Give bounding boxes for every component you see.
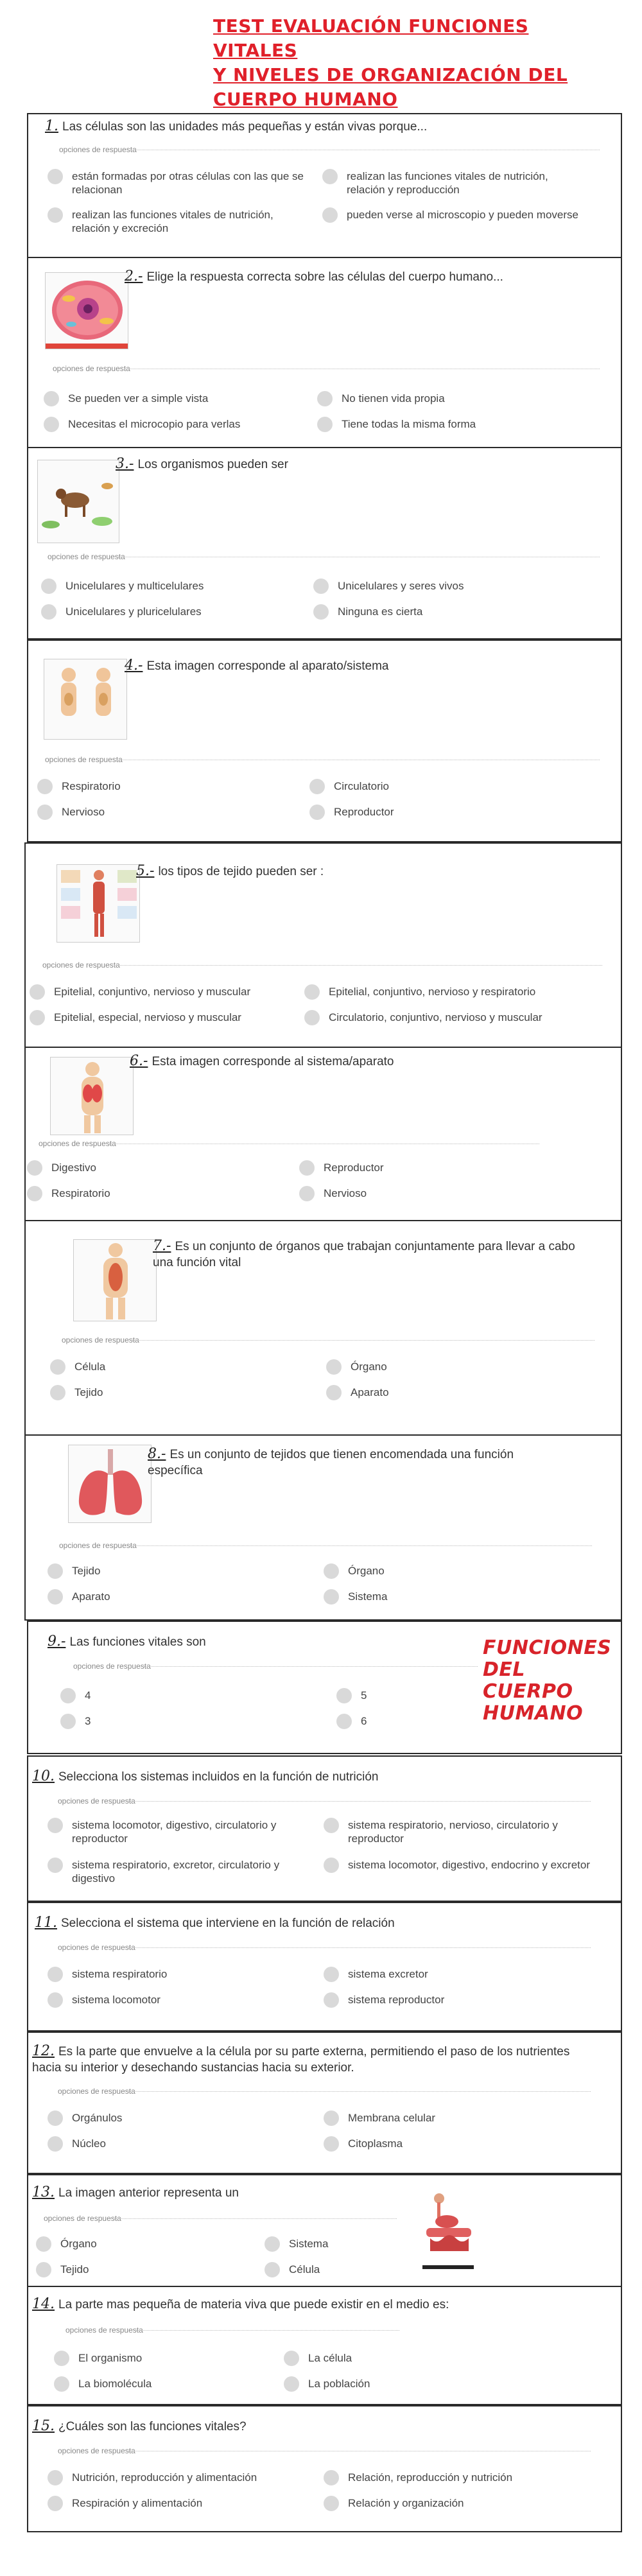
question-number: 10. xyxy=(32,1768,55,1784)
question-text: Es la parte que envuelve a la célula por su parte externa, permitiendo el paso de los nutrientes hacia su interior y desechando sustancias hacia su exterior. xyxy=(32,2045,570,2075)
option-label: Necesitas el microcopio para verlas xyxy=(68,418,241,430)
digestive-image xyxy=(407,2189,490,2273)
radio-button[interactable] xyxy=(324,2496,339,2511)
radio-button[interactable] xyxy=(284,2376,299,2392)
option-label: La célula xyxy=(308,2352,352,2364)
options-label: opciones de respuesta xyxy=(58,1797,135,1806)
radio-button[interactable] xyxy=(284,2351,299,2366)
radio-button[interactable] xyxy=(48,207,63,223)
title-line-3: CUERPO HUMANO xyxy=(213,89,398,110)
option[interactable] xyxy=(309,805,566,820)
option-label: 3 xyxy=(85,1715,91,1727)
question-number: 6.- xyxy=(130,1053,148,1069)
option-label: Sistema xyxy=(348,1590,388,1603)
option[interactable] xyxy=(50,1386,307,1400)
question-text: La imagen anterior representa un xyxy=(58,2186,239,2200)
option-label: 5 xyxy=(361,1689,367,1701)
options-label: opciones de respuesta xyxy=(65,2326,143,2335)
option-label: Célula xyxy=(74,1361,106,1373)
option[interactable] xyxy=(48,2471,311,2485)
question-prompt xyxy=(130,1053,515,1070)
question-number: 13. xyxy=(32,2184,55,2200)
question-text: Los organismos pueden ser xyxy=(137,458,288,471)
option[interactable] xyxy=(265,2237,393,2252)
option-label: Respiratorio xyxy=(51,1187,110,1199)
radio-button[interactable] xyxy=(265,2236,280,2252)
radio-button[interactable] xyxy=(48,169,63,184)
question-number: 5.- xyxy=(136,863,155,879)
radio-button[interactable] xyxy=(48,1563,63,1579)
option[interactable] xyxy=(324,1590,580,1605)
option[interactable] xyxy=(48,1564,304,1579)
radio-button[interactable] xyxy=(317,417,333,432)
option-label: Respiratorio xyxy=(62,780,121,792)
question-number: 3.- xyxy=(116,456,134,472)
option[interactable] xyxy=(48,170,304,196)
question-number: 1. xyxy=(45,118,58,134)
option[interactable] xyxy=(304,985,606,1000)
option[interactable] xyxy=(50,1360,307,1375)
option[interactable] xyxy=(336,1714,465,1729)
option-label: Tiene todas la misma forma xyxy=(342,418,476,430)
question-number: 12. xyxy=(32,2043,55,2059)
question-prompt xyxy=(125,268,510,285)
radio-button[interactable] xyxy=(44,417,59,432)
question-number: 9.- xyxy=(48,1633,66,1649)
option[interactable] xyxy=(322,170,586,196)
radio-button[interactable] xyxy=(36,2236,51,2252)
options-label: opciones de respuesta xyxy=(73,1662,151,1671)
option-label: Epitelial, conjuntivo, nervioso y respiratorio xyxy=(329,986,536,998)
functions-stamp xyxy=(483,1637,618,1725)
divider xyxy=(132,1340,594,1341)
radio-button[interactable] xyxy=(309,779,325,794)
radio-button[interactable] xyxy=(326,1359,342,1375)
question-prompt xyxy=(32,2418,584,2435)
question-9 xyxy=(27,1621,622,1754)
option-label: Unicelulares y seres vivos xyxy=(338,580,464,592)
option-label: Digestivo xyxy=(51,1162,96,1174)
question-text: La parte mas pequeña de materia viva que puede existir en el medio es: xyxy=(58,2298,449,2311)
option-label: Membrana celular xyxy=(348,2112,436,2124)
option-label: Orgánulos xyxy=(72,2112,123,2124)
option-label: sistema excretor xyxy=(348,1968,428,1980)
question-text: Selecciona los sistemas incluidos en la función de nutrición xyxy=(58,1770,379,1784)
divider xyxy=(136,2330,399,2331)
option[interactable] xyxy=(324,1858,593,1873)
question-4 xyxy=(27,640,622,842)
question-prompt xyxy=(116,456,501,473)
option-label: sistema reproductor xyxy=(348,1994,445,2006)
question-text: Las funciones vitales son xyxy=(69,1635,206,1649)
question-1 xyxy=(27,113,622,258)
option[interactable] xyxy=(48,2111,304,2126)
radio-button[interactable] xyxy=(324,2470,339,2485)
radio-button[interactable] xyxy=(27,1186,42,1201)
option-label: Respiración y alimentación xyxy=(72,2497,203,2509)
radio-button[interactable] xyxy=(48,1589,63,1605)
option-label: sistema locomotor, digestivo, endocrino y excretor xyxy=(348,1859,591,1871)
question-prompt xyxy=(125,657,510,674)
option[interactable] xyxy=(54,2351,272,2366)
option-label: realizan las funciones vitales de nutrición, relación y reproducción xyxy=(347,170,548,196)
radio-button[interactable] xyxy=(30,984,45,1000)
option[interactable] xyxy=(336,1689,465,1703)
option[interactable] xyxy=(30,1011,299,1025)
option-label: sistema respiratorio xyxy=(72,1968,168,1980)
radio-button[interactable] xyxy=(324,1858,339,1873)
option[interactable] xyxy=(27,1161,284,1176)
question-text: Las células son las unidades más pequeñas y están vivas porque... xyxy=(62,120,428,134)
option[interactable] xyxy=(48,1818,311,1845)
option-label: 4 xyxy=(85,1689,91,1701)
option[interactable] xyxy=(265,2263,393,2277)
option[interactable] xyxy=(326,1386,583,1400)
question-prompt xyxy=(32,2296,584,2313)
stamp-line-1: FUNCIONES xyxy=(483,1637,612,1659)
option[interactable] xyxy=(41,579,298,594)
option[interactable] xyxy=(60,1689,253,1703)
option-label: pueden verse al microscopio y pueden moverse xyxy=(347,209,578,221)
radio-button[interactable] xyxy=(60,1714,76,1729)
options-label: opciones de respuesta xyxy=(58,2087,135,2096)
radio-button[interactable] xyxy=(44,391,59,406)
option-label: Órgano xyxy=(351,1361,387,1373)
option-label: Tejido xyxy=(74,1386,103,1398)
radio-button[interactable] xyxy=(336,1714,352,1729)
radio-button[interactable] xyxy=(324,2136,339,2152)
option[interactable] xyxy=(313,579,570,594)
option[interactable] xyxy=(27,1187,284,1201)
option[interactable] xyxy=(37,805,294,820)
option-label: Núcleo xyxy=(72,2137,106,2150)
organisms-image xyxy=(37,460,119,543)
options-label: opciones de respuesta xyxy=(39,1139,116,1148)
organisms-illustration-icon xyxy=(38,460,119,543)
tissues-diagram-icon xyxy=(57,865,140,943)
stamp-line-2: DEL CUERPO xyxy=(483,1658,573,1703)
question-prompt xyxy=(136,863,521,880)
option[interactable] xyxy=(48,208,304,235)
divider xyxy=(128,1801,591,1802)
option-label: El organismo xyxy=(78,2352,143,2364)
option[interactable] xyxy=(48,1858,311,1885)
radio-button[interactable] xyxy=(322,207,338,223)
question-text: Es un conjunto de órganos que trabajan conjuntamente para llevar a cabo una función vital xyxy=(153,1240,575,1269)
option-label: Unicelulares y pluricelulares xyxy=(65,605,202,618)
radio-button[interactable] xyxy=(37,805,53,820)
radio-button[interactable] xyxy=(324,1992,339,2008)
option-label: Ninguna es cierta xyxy=(338,605,423,618)
question-number: 11. xyxy=(35,1915,57,1931)
question-prompt xyxy=(32,2184,417,2201)
option[interactable] xyxy=(284,2351,476,2366)
option-label: Relación, reproducción y nutrición xyxy=(348,2471,513,2484)
question-prompt xyxy=(153,1238,577,1271)
option-label: realizan las funciones vitales de nutrición, relación y excreción xyxy=(72,209,273,234)
question-prompt xyxy=(48,1633,369,1650)
option[interactable] xyxy=(284,2377,476,2392)
option-label: Órgano xyxy=(348,1565,385,1577)
question-text: Elige la respuesta correcta sobre las células del cuerpo humano... xyxy=(146,270,503,284)
radio-button[interactable] xyxy=(309,805,325,820)
radio-button[interactable] xyxy=(54,2351,69,2366)
option[interactable] xyxy=(324,2137,580,2152)
radio-button[interactable] xyxy=(48,1858,63,1873)
option-label: Epitelial, especial, nervioso y muscular xyxy=(54,1011,241,1023)
radio-button[interactable] xyxy=(48,1992,63,2008)
question-12 xyxy=(27,2032,622,2174)
option[interactable] xyxy=(309,779,566,794)
options-label: opciones de respuesta xyxy=(58,1943,135,1952)
radio-button[interactable] xyxy=(41,604,56,620)
question-text: los tipos de tejido pueden ser : xyxy=(158,865,324,878)
question-7 xyxy=(24,1220,622,1436)
question-5 xyxy=(24,842,622,1048)
radio-button[interactable] xyxy=(48,2110,63,2126)
option-label: sistema respiratorio, nervioso, circulatorio y reproductor xyxy=(348,1819,558,1845)
respiratory-system-icon xyxy=(51,1057,134,1135)
option-label: están formadas por otras células con las que se relacionan xyxy=(72,170,304,196)
option-label: sistema respiratorio, excretor, circulatorio y digestivo xyxy=(72,1859,280,1884)
radio-button[interactable] xyxy=(322,169,338,184)
question-prompt xyxy=(148,1446,571,1479)
option[interactable] xyxy=(299,1161,556,1176)
body-silhouette-icon xyxy=(44,659,127,740)
radio-button[interactable] xyxy=(336,1688,352,1703)
radio-button[interactable] xyxy=(324,1818,339,1833)
question-6 xyxy=(24,1047,622,1221)
options-label: opciones de respuesta xyxy=(53,364,130,373)
option[interactable] xyxy=(48,1590,304,1605)
option[interactable] xyxy=(324,1818,593,1845)
question-3 xyxy=(27,447,622,640)
radio-button[interactable] xyxy=(36,2262,51,2277)
options-label: opciones de respuesta xyxy=(62,1336,139,1345)
options-label: opciones de respuesta xyxy=(48,552,125,561)
option-label: Nervioso xyxy=(324,1187,367,1199)
radio-button[interactable] xyxy=(304,1010,320,1025)
question-15 xyxy=(27,2405,622,2532)
cell-illustration-icon xyxy=(46,273,128,349)
question-10 xyxy=(27,1755,622,1902)
option-label: Reproductor xyxy=(334,806,394,818)
options-label: opciones de respuesta xyxy=(42,961,120,970)
option[interactable] xyxy=(324,1564,580,1579)
divider xyxy=(128,2091,591,2092)
digestive-system-icon xyxy=(407,2189,490,2273)
question-8 xyxy=(24,1434,622,1621)
options-label: opciones de respuesta xyxy=(45,755,123,764)
option[interactable] xyxy=(60,1714,253,1729)
divider xyxy=(114,2218,397,2219)
option[interactable] xyxy=(48,2137,304,2152)
option-label: Órgano xyxy=(60,2238,97,2250)
question-number: 4.- xyxy=(125,657,143,674)
option[interactable] xyxy=(36,2237,229,2252)
radio-button[interactable] xyxy=(37,779,53,794)
radio-button[interactable] xyxy=(326,1385,342,1400)
option[interactable] xyxy=(324,2471,593,2485)
radio-button[interactable] xyxy=(27,1160,42,1176)
radio-button[interactable] xyxy=(50,1359,65,1375)
question-13 xyxy=(27,2174,622,2287)
option-label: Reproductor xyxy=(324,1162,384,1174)
radio-button[interactable] xyxy=(48,1967,63,1982)
option[interactable] xyxy=(317,417,574,432)
question-text: Esta imagen corresponde al sistema/aparato xyxy=(152,1055,394,1068)
page-title xyxy=(213,14,611,112)
question-text: Esta imagen corresponde al aparato/sistema xyxy=(146,659,389,673)
option-label: Nervioso xyxy=(62,806,105,818)
option[interactable] xyxy=(48,1967,304,1982)
option[interactable] xyxy=(44,417,300,432)
question-text: Es un conjunto de tejidos que tienen encomendada una función específica xyxy=(148,1448,514,1477)
divider xyxy=(114,965,602,966)
option-label: La biomolécula xyxy=(78,2378,152,2390)
divider xyxy=(128,1947,591,1948)
option-label: 6 xyxy=(361,1715,367,1727)
option[interactable] xyxy=(324,1967,580,1982)
radio-button[interactable] xyxy=(324,1563,339,1579)
option-label: sistema locomotor, digestivo, circulatorio y reproductor xyxy=(72,1819,277,1845)
title-line-1: TEST EVALUACIÓN FUNCIONES VITALES xyxy=(213,15,529,61)
options-label: opciones de respuesta xyxy=(44,2214,121,2223)
radio-button[interactable] xyxy=(265,2262,280,2277)
option[interactable] xyxy=(304,1011,606,1025)
radio-button[interactable] xyxy=(324,1967,339,1982)
option[interactable] xyxy=(299,1187,556,1201)
option[interactable] xyxy=(54,2377,272,2392)
option-label: Célula xyxy=(289,2263,320,2276)
option[interactable] xyxy=(41,605,298,620)
option[interactable] xyxy=(322,208,586,223)
option[interactable] xyxy=(30,985,299,1000)
divider xyxy=(144,1666,478,1667)
question-2 xyxy=(27,257,622,448)
option-label: Nutrición, reproducción y alimentación xyxy=(72,2471,257,2484)
options-label: opciones de respuesta xyxy=(59,1541,137,1550)
option-label: sistema locomotor xyxy=(72,1994,160,2006)
option-label: Tejido xyxy=(72,1565,101,1577)
system-image xyxy=(44,659,127,740)
radio-button[interactable] xyxy=(54,2376,69,2392)
options-label: opciones de respuesta xyxy=(59,145,137,154)
question-number: 8.- xyxy=(148,1446,166,1462)
option[interactable] xyxy=(44,392,300,406)
question-text: ¿Cuáles son las funciones vitales? xyxy=(58,2420,247,2433)
radio-button[interactable] xyxy=(30,1010,45,1025)
option-label: Tejido xyxy=(60,2263,89,2276)
option-label: Relación y organización xyxy=(348,2497,464,2509)
option[interactable] xyxy=(317,392,574,406)
question-number: 7.- xyxy=(153,1238,171,1254)
radio-button[interactable] xyxy=(48,1818,63,1833)
radio-button[interactable] xyxy=(313,579,329,594)
system-image xyxy=(50,1057,134,1135)
option[interactable] xyxy=(324,2496,593,2511)
tissues-image xyxy=(56,864,140,943)
cell-image xyxy=(45,272,128,349)
radio-button[interactable] xyxy=(313,604,329,620)
option[interactable] xyxy=(324,1993,580,2008)
option-label: Circulatorio xyxy=(334,780,389,792)
option-label: Epitelial, conjuntivo, nervioso y muscular xyxy=(54,986,251,998)
radio-button[interactable] xyxy=(299,1160,315,1176)
option[interactable] xyxy=(36,2263,229,2277)
radio-button[interactable] xyxy=(50,1385,65,1400)
option-label: Unicelulares y multicelulares xyxy=(65,580,204,592)
body-organs-icon xyxy=(74,1240,157,1321)
stamp-line-3: HUMANO xyxy=(483,1702,584,1725)
radio-button[interactable] xyxy=(48,2136,63,2152)
question-number: 15. xyxy=(32,2418,55,2434)
divider xyxy=(130,1545,592,1546)
radio-button[interactable] xyxy=(324,2110,339,2126)
question-number: 2.- xyxy=(125,268,143,284)
lungs-image xyxy=(68,1445,152,1523)
option-label: Citoplasma xyxy=(348,2137,403,2150)
option-label: No tienen vida propia xyxy=(342,392,445,405)
question-prompt xyxy=(32,2043,597,2076)
option-label: La población xyxy=(308,2378,370,2390)
radio-button[interactable] xyxy=(60,1688,76,1703)
option-label: Sistema xyxy=(289,2238,329,2250)
option[interactable] xyxy=(37,779,294,794)
option-label: Aparato xyxy=(72,1590,110,1603)
radio-button[interactable] xyxy=(304,984,320,1000)
question-prompt xyxy=(32,1768,584,1785)
option-label: Se pueden ver a simple vista xyxy=(68,392,209,405)
title-line-2: Y NIVELES DE ORGANIZACIÓN DEL xyxy=(213,64,568,85)
radio-button[interactable] xyxy=(41,579,56,594)
option[interactable] xyxy=(48,1993,304,2008)
option-label: Aparato xyxy=(351,1386,389,1398)
option[interactable] xyxy=(313,605,570,620)
question-number: 14. xyxy=(32,2296,55,2312)
option[interactable] xyxy=(324,2111,580,2126)
lungs-icon xyxy=(69,1445,152,1523)
question-prompt xyxy=(35,1915,587,1931)
radio-button[interactable] xyxy=(324,1589,339,1605)
option[interactable] xyxy=(48,2496,311,2511)
body-image xyxy=(73,1239,157,1321)
option[interactable] xyxy=(326,1360,583,1375)
question-prompt xyxy=(45,118,597,135)
question-14 xyxy=(27,2286,622,2405)
options-label: opciones de respuesta xyxy=(58,2446,135,2455)
question-text: Selecciona el sistema que interviene en la función de relación xyxy=(61,1917,395,1930)
question-11 xyxy=(27,1902,622,2032)
option-label: Circulatorio, conjuntivo, nervioso y muscular xyxy=(329,1011,542,1023)
radio-button[interactable] xyxy=(48,2496,63,2511)
radio-button[interactable] xyxy=(317,391,333,406)
radio-button[interactable] xyxy=(299,1186,315,1201)
radio-button[interactable] xyxy=(48,2470,63,2485)
